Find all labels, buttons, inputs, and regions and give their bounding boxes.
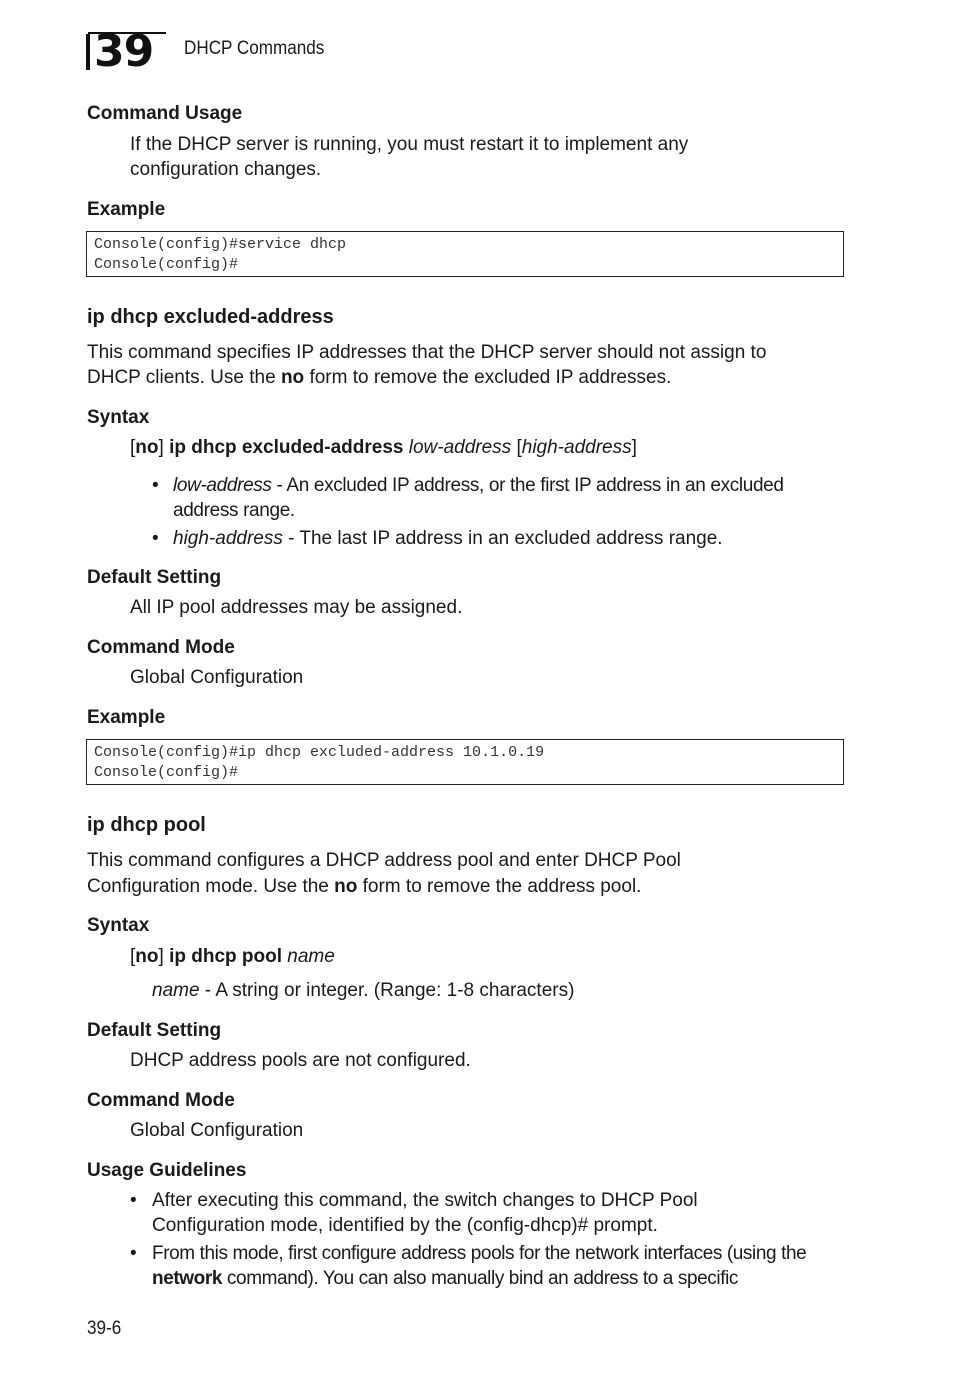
chapter-title: DHCP Commands	[184, 38, 325, 59]
default-setting-text-2: DHCP address pools are not configured.	[130, 1050, 471, 1071]
bullet-dot: •	[152, 528, 159, 549]
default-setting-text-1: All IP pool addresses may be assigned.	[130, 597, 463, 618]
list-item-text	[173, 526, 853, 551]
syntax-bracket: ]	[158, 946, 170, 967]
excluded-address-title: ip dhcp excluded-address	[87, 306, 334, 328]
syntax-command: ip dhcp excluded-address	[169, 437, 404, 458]
code-example-1	[86, 231, 844, 277]
chapter-number	[88, 26, 170, 77]
syntax-no: no	[135, 946, 159, 967]
code-line: Console(config)#	[94, 763, 239, 781]
param-term: name	[152, 980, 200, 1001]
pool-syntax-line	[130, 944, 335, 969]
list-item	[130, 1241, 850, 1291]
default-setting-heading-1: Default Setting	[87, 567, 222, 588]
code-line: Console(config)#service dhcp	[94, 236, 347, 253]
list-item-text: After executing this command, the switch changes to DHCP Pool Configuration mode, identified by the (config-dhcp)# prompt.	[152, 1190, 698, 1236]
param-desc: - An excluded IP address, or the first IP address in an excluded address range.	[173, 475, 784, 521]
syntax-bracket: [	[511, 437, 522, 458]
bullet-dot: •	[152, 475, 159, 496]
command-mode-heading-2: Command Mode	[87, 1090, 235, 1111]
keyword-no: no	[334, 876, 358, 897]
list-item	[152, 473, 852, 523]
keyword-network: network	[152, 1268, 223, 1289]
param-desc: - The last IP address in an excluded address range.	[282, 528, 723, 549]
desc-text: DHCP clients. Use the	[87, 367, 281, 388]
code-line: Console(config)#ip dhcp excluded-address 10.1.0.19	[94, 744, 545, 761]
list-item	[130, 1188, 850, 1238]
command-mode-heading-1: Command Mode	[87, 637, 235, 658]
desc-text: Configuration mode. Use the	[87, 876, 335, 897]
syntax-arg-low: low-address	[408, 437, 512, 458]
pool-desc-line1: This command configures a DHCP address pool and enter DHCP Pool	[87, 850, 681, 871]
guide-text: command). You can also manually bind an address to a specific	[222, 1268, 739, 1289]
param-term: high-address	[173, 528, 283, 549]
param-term: low-address	[173, 475, 272, 496]
syntax-arg-name: name	[287, 946, 335, 967]
syntax-bracket: [	[130, 437, 136, 458]
guide-text: From this mode, first configure address pools for the network interfaces (using the	[152, 1243, 807, 1264]
bullet-dot: •	[130, 1190, 137, 1211]
command-mode-text-1: Global Configuration	[130, 667, 304, 688]
keyword-no: no	[280, 367, 305, 388]
command-mode-text-2: Global Configuration	[130, 1120, 304, 1141]
chapter-number-digits: 39	[94, 26, 154, 77]
syntax-command: ip dhcp pool	[169, 946, 282, 967]
syntax-bracket: ]	[631, 437, 637, 458]
dhcp-pool-title: ip dhcp pool	[87, 814, 206, 836]
bullet-dot: •	[130, 1243, 137, 1264]
syntax-arg-high: high-address	[521, 437, 632, 458]
command-usage-heading: Command Usage	[87, 103, 243, 124]
pool-param-line	[152, 978, 574, 1003]
desc-text: form to remove the excluded IP addresses.	[304, 367, 672, 388]
example-heading-2: Example	[87, 707, 166, 728]
syntax-no: no	[135, 437, 159, 458]
code-example-2	[86, 739, 844, 785]
page-number: 39-6	[87, 1318, 122, 1339]
excluded-syntax-line	[130, 435, 637, 460]
syntax-heading-1: Syntax	[87, 407, 150, 428]
list-item	[152, 526, 852, 551]
list-item-text	[152, 1241, 852, 1291]
excluded-desc-line1: This command specifies IP addresses that the DHCP server should not assign to	[87, 342, 767, 363]
code-line: Console(config)#	[94, 255, 239, 273]
pool-desc-line2	[87, 874, 641, 899]
command-usage-text-line1: If the DHCP server is running, you must restart it to implement any	[130, 134, 689, 155]
list-item-text	[173, 473, 853, 523]
example-heading-1: Example	[87, 199, 166, 220]
desc-text: form to remove the address pool.	[357, 876, 642, 897]
command-usage-text-line2: configuration changes.	[130, 159, 322, 180]
excluded-desc-line2	[87, 365, 671, 390]
chapter-number-bar	[86, 34, 90, 70]
syntax-bracket: [	[130, 946, 136, 967]
default-setting-heading-2: Default Setting	[87, 1020, 222, 1041]
syntax-heading-2: Syntax	[87, 915, 150, 936]
usage-guidelines-heading: Usage Guidelines	[87, 1160, 247, 1181]
syntax-bracket: ]	[158, 437, 170, 458]
param-desc: - A string or integer. (Range: 1-8 characters)	[199, 980, 575, 1001]
